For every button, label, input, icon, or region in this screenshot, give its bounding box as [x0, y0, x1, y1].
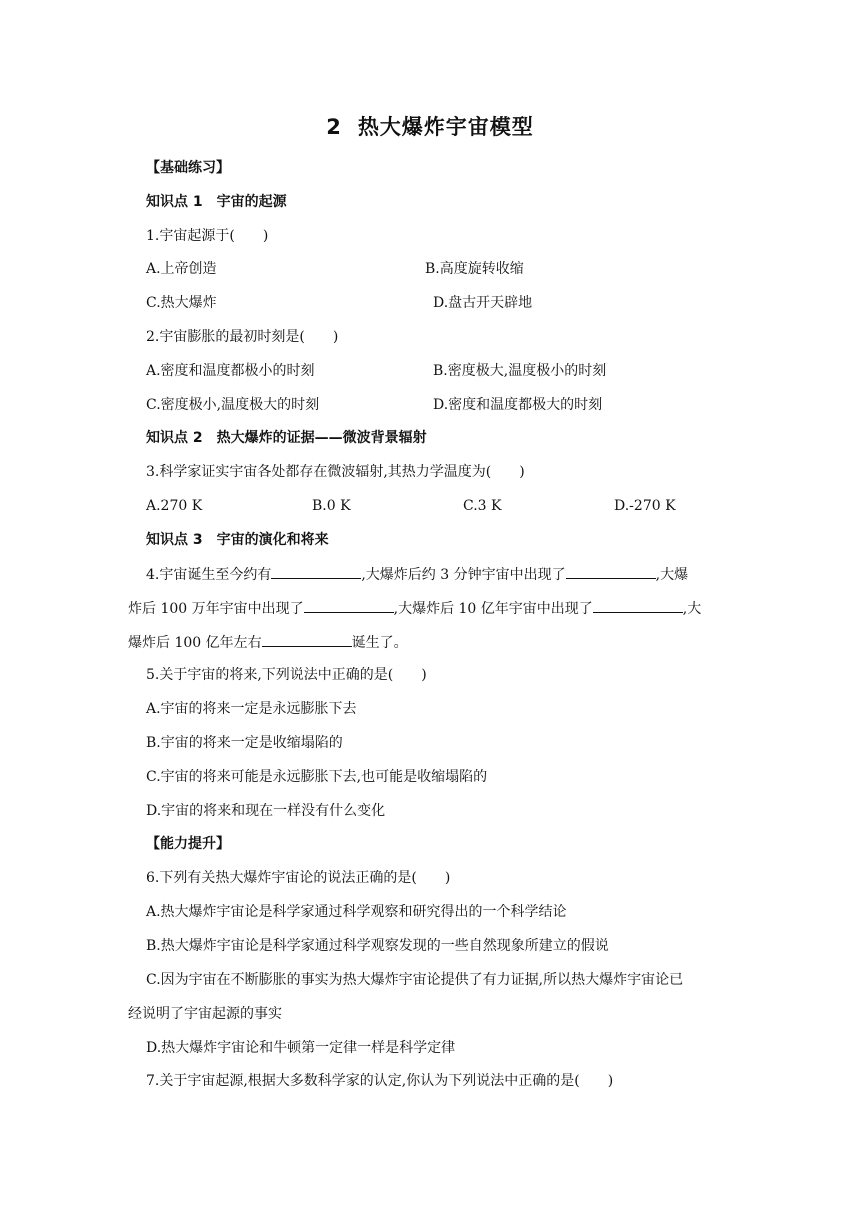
question-7-stem: 7.关于宇宙起源,根据大多数科学家的认定,你认为下列说法中正确的是( ) [146, 1073, 614, 1089]
question-2-option-d: D.密度和温度都极大的时刻 [433, 397, 603, 413]
question-4-line-3 [128, 632, 408, 653]
title-number: 2 [326, 115, 342, 139]
question-1-stem: 1.宇宙起源于( ) [146, 228, 269, 244]
question-4-text-5: ,大爆炸后 10 亿年宇宙中出现了 [393, 601, 593, 617]
knowledge-point-1: 知识点 1 宇宙的起源 [146, 194, 287, 210]
section-advanced-heading: 【能力提升】 [146, 836, 230, 852]
answer-blank[interactable] [566, 564, 656, 579]
question-4-text-4: 炸后 100 万年宇宙中出现了 [128, 601, 304, 617]
question-1-option-c: C.热大爆炸 [146, 295, 217, 311]
question-2-option-c: C.密度极小,温度极大的时刻 [146, 397, 320, 413]
knowledge-point-2: 知识点 2 热大爆炸的证据——微波背景辐射 [146, 430, 427, 446]
section-basic-heading: 【基础练习】 [146, 160, 230, 176]
question-4-line-2 [128, 598, 701, 619]
question-5-option-c: C.宇宙的将来可能是永远膨胀下去,也可能是收缩塌陷的 [146, 769, 488, 785]
question-3-stem: 3.科学家证实宇宙各处都存在微波辐射,其热力学温度为( ) [146, 464, 525, 480]
question-3-option-a: A.270 K [146, 498, 203, 514]
question-1-option-d: D.盘古开天辟地 [433, 295, 533, 311]
title-text: 热大爆炸宇宙模型 [357, 115, 534, 139]
question-5-option-d: D.宇宙的将来和现在一样没有什么变化 [146, 803, 386, 819]
question-1-option-a: A.上帝创造 [146, 261, 217, 277]
question-4-text-8: 诞生了。 [351, 635, 408, 651]
question-1-option-b: B.高度旋转收缩 [425, 261, 524, 277]
answer-blank[interactable] [304, 598, 394, 613]
question-3-option-d: D.-270 K [614, 498, 676, 514]
question-5-option-b: B.宇宙的将来一定是收缩塌陷的 [146, 735, 343, 751]
question-6-option-c: C.因为宇宙在不断膨胀的事实为热大爆炸宇宙论提供了有力证据,所以热大爆炸宇宙论已 [146, 972, 684, 988]
answer-blank[interactable] [593, 598, 683, 613]
question-4-line-1 [146, 564, 688, 585]
question-4-text-1: 4.宇宙诞生至今约有 [146, 567, 272, 583]
question-5-stem: 5.关于宇宙的将来,下列说法中正确的是( ) [146, 667, 427, 683]
question-6-stem: 6.下列有关热大爆炸宇宙论的说法正确的是( ) [146, 870, 451, 886]
question-2-option-a: A.密度和温度都极小的时刻 [146, 363, 315, 379]
question-6-option-c-continued: 经说明了宇宙起源的事实 [128, 1006, 282, 1022]
question-6-option-a: A.热大爆炸宇宙论是科学家通过科学观察和研究得出的一个科学结论 [146, 904, 567, 920]
answer-blank[interactable] [271, 564, 361, 579]
question-3-option-c: C.3 K [463, 498, 502, 514]
knowledge-point-3: 知识点 3 宇宙的演化和将来 [146, 532, 329, 548]
question-4-text-2: ,大爆炸后约 3 分钟宇宙中出现了 [361, 567, 566, 583]
question-6-option-b: B.热大爆炸宇宙论是科学家通过科学观察发现的一些自然现象所建立的假说 [146, 938, 609, 954]
page-title [0, 111, 860, 141]
question-4-text-6: ,大 [682, 601, 702, 617]
question-2-option-b: B.密度极大,温度极小的时刻 [433, 363, 607, 379]
question-2-stem: 2.宇宙膨胀的最初时刻是( ) [146, 329, 339, 345]
question-4-text-3: ,大爆 [655, 567, 689, 583]
question-3-option-b: B.0 K [312, 498, 351, 514]
question-6-option-d: D.热大爆炸宇宙论和牛顿第一定律一样是科学定律 [146, 1040, 456, 1056]
answer-blank[interactable] [262, 632, 352, 647]
question-5-option-a: A.宇宙的将来一定是永远膨胀下去 [146, 701, 357, 717]
question-4-text-7: 爆炸后 100 亿年左右 [128, 635, 262, 651]
